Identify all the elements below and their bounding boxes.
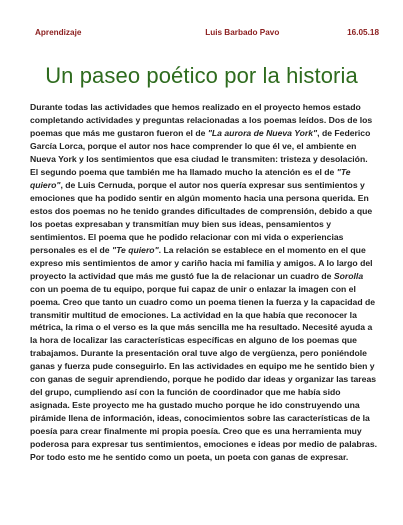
header-date: 16.05.18 xyxy=(347,28,379,37)
header-author: Luis Barbado Pavo xyxy=(205,28,280,37)
text-segment-1: Durante todas las actividades que hemos realizado en el proyecto hemos estado completando actividades y preguntas relacionadas a los poemas leídos. Dos de los poemas que más me gustaron fueron el de xyxy=(30,102,373,138)
poem-title-aurora: "La aurora de Nueva York" xyxy=(207,127,318,138)
text-segment-3: , de Luis Cernuda, porque el autor nos quería expresar sus sentimientos y emociones que ha podido sentir en algún momento hacia una persona querida. En estos dos poemas no he tenido grandes dificultades de comprensión, debido a que los poetas expresaban y transmitían muy bien sus ideas, pensamientos y sentimientos. El poema que he podido relacionar con mi vida o experiencias personales es el de xyxy=(30,179,373,255)
document-header xyxy=(35,28,379,37)
page-title: Un paseo poético por la historia xyxy=(45,63,358,88)
painter-name: Sorolla xyxy=(333,270,364,281)
header-subject: Aprendizaje xyxy=(35,28,82,37)
poem-title-te-quiero-2: "Te quiero" xyxy=(111,244,159,255)
text-segment-2: , de Federico García Lorca, porque el autor nos hace comprender lo que él ve, el ambiente en Nueva York y los sentimientos que esa ciudad le transmiten: tristeza y desolación. El segundo poema que también me ha llamado mucho la atención es el de xyxy=(30,127,371,177)
poem-title-te-quiero: "Te quiero" xyxy=(30,166,351,190)
text-segment-4: . La relación se establece en el momento en el que expreso mis sentimientos de amor y cariño hacia mi familia y amigos. A lo largo del proyecto la actividad que más me gustó fue la de relacionar un cuadro de xyxy=(30,244,373,281)
paragraph xyxy=(30,101,378,464)
text-segment-5: con un poema de tu equipo, porque fui capaz de unir o enlazar la imagen con el poema. Creo que tanto un cuadro como un poema tienen la fuerza y la capacidad de transmitir multitud de emociones. La actividad en la que había que reconocer la métrica, la rima o el verso es la que más sencilla me ha resultado. Necesité ayuda a la hora de localizar las características específicas en alguno de los poemas que trabajamos. Durante la presentación oral tuve algo de vergüenza, pero poniéndole ganas y fuerza pude conseguirlo. En las actividades en equipo me he sentido bien y con ganas de seguir aprendiendo, porque he podido dar ideas y organizar las tareas del grupo, cumpliendo así con la función de coordinador que me había sido asignada. Este proyecto me ha gustado mucho porque he ido construyendo una pirámide llena de información, ideas, conocimientos sobre las características de la poesía para crear finalmente mi propia poesía. Creo que es una herramienta muy poderosa para expresar tus sentimientos, emociones e ideas por medio de palabras. Por todo esto me he sentido como un poeta, un poeta con ganas de expresar. xyxy=(30,283,378,463)
body-paragraph xyxy=(30,101,378,464)
